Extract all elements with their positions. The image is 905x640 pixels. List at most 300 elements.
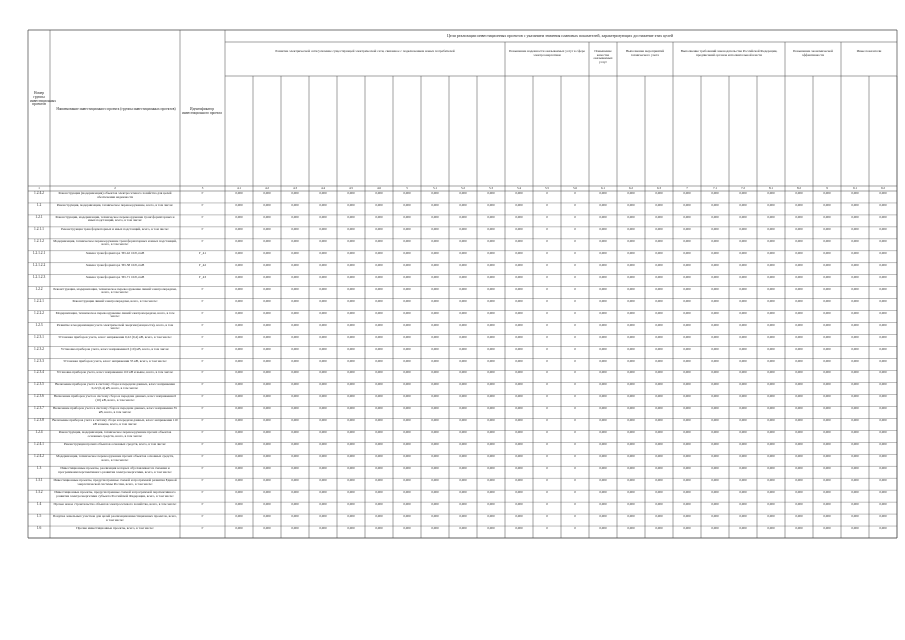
column-number: 9.2: [881, 185, 885, 190]
row-value: 0,000: [599, 466, 607, 471]
row-value: 0,000: [403, 502, 411, 507]
row-value: 0,000: [739, 526, 747, 531]
row-value: 0,000: [767, 478, 775, 483]
row-value: 0,000: [683, 370, 691, 375]
row-value: 0: [546, 394, 548, 399]
row-value: 0: [546, 382, 548, 387]
row-value: 0,000: [235, 478, 243, 483]
row-value: 0,000: [655, 382, 663, 387]
row-value: 0,000: [599, 310, 607, 315]
row-value: 0,000: [683, 286, 691, 291]
row-value: 0,000: [599, 250, 607, 255]
row-value: 0,000: [627, 214, 635, 219]
row-value: 0,000: [487, 370, 495, 375]
row-value: 0,000: [459, 370, 467, 375]
row-value: 0,000: [263, 502, 271, 507]
row-value: 0,000: [319, 310, 327, 315]
row-value: 0,000: [319, 406, 327, 411]
row-value: 0,000: [851, 490, 859, 495]
row-value: 0,000: [291, 370, 299, 375]
row-code: 1.2.3.1: [34, 334, 44, 339]
row-value: 0,000: [319, 334, 327, 339]
row-value: 0,000: [487, 502, 495, 507]
row-name: Инвестиционные проекты, предусмотренные схемой и программой перспективного развития электроэнергетики субъекта Российской Федерации, всего, в том числе:: [54, 490, 176, 498]
row-value: 0,000: [403, 238, 411, 243]
row-value: 0,000: [459, 262, 467, 267]
row-code: 1.2.3.6: [34, 394, 44, 399]
row-value: 0,000: [487, 382, 495, 387]
row-value: 0,000: [851, 202, 859, 207]
row-name: Реконструкция (модернизация) объектов электросетевого хозяйства для целей обеспечения надежности: [58, 191, 172, 199]
row-value: 0: [546, 490, 548, 495]
row-value: 0,000: [711, 418, 719, 423]
row-value: 0,000: [235, 466, 243, 471]
row-value: 0: [546, 502, 548, 507]
row-name: Реконструкция прочих объектов основных средств, всего, в том числе:: [63, 442, 167, 447]
row-value: 0,000: [403, 358, 411, 363]
row-value: 0,000: [655, 286, 663, 291]
row-value: 0,000: [431, 191, 439, 195]
row-value: 0,000: [739, 262, 747, 267]
row-value: 0,000: [767, 358, 775, 363]
column-number: 9.1: [853, 185, 857, 190]
row-value: 0,000: [627, 238, 635, 243]
row-value: 0,000: [403, 442, 411, 447]
row-value: 0: [546, 262, 548, 267]
row-value: 0,000: [851, 478, 859, 483]
row-id: Г_42: [198, 262, 207, 267]
row-code: 1.2.3: [35, 322, 43, 327]
row-value: 0,000: [795, 191, 803, 195]
row-value: 0,000: [711, 526, 719, 531]
row-value: 0: [546, 202, 548, 207]
row-id: Г: [201, 382, 204, 387]
row-value: 0,000: [879, 346, 887, 351]
row-value: 0,000: [263, 418, 271, 423]
row-code: 1.2.1.2.3: [32, 274, 46, 279]
row-value: 0,000: [459, 346, 467, 351]
row-value: 0,000: [347, 394, 355, 399]
row-value: 0,000: [235, 286, 243, 291]
row-value: 0,000: [851, 370, 859, 375]
row-value: 0,000: [795, 322, 803, 327]
row-value: 0,000: [683, 322, 691, 327]
row-value: 0,000: [599, 274, 607, 279]
row-value: 0,000: [711, 262, 719, 267]
row-value: 0,000: [319, 478, 327, 483]
row-id: Г: [201, 406, 204, 411]
row-value: 0,000: [655, 226, 663, 231]
row-value: 0,000: [739, 322, 747, 327]
row-value: 0,000: [599, 442, 607, 447]
row-value: 0,000: [627, 526, 635, 531]
row-value: 0,000: [683, 466, 691, 471]
row-code: 1.5: [36, 514, 42, 519]
row-value: 0,000: [851, 514, 859, 519]
row-value: 0,000: [795, 418, 803, 423]
row-value: 0,000: [795, 286, 803, 291]
row-name: Реконструкция трансформаторных и иных подстанций, всего, в том числе:: [61, 226, 169, 231]
row-value: 0,000: [711, 214, 719, 219]
row-value: 0,000: [655, 430, 663, 435]
row-value: 0,000: [627, 370, 635, 375]
row-value: 0,000: [431, 358, 439, 363]
row-value: 0,000: [739, 394, 747, 399]
row-value: 0,000: [403, 466, 411, 471]
row-value: 0,000: [263, 442, 271, 447]
row-value: 0,000: [487, 262, 495, 267]
row-value: 0: [574, 226, 576, 231]
row-value: 0,000: [711, 226, 719, 231]
row-value: 0,000: [711, 502, 719, 507]
row-value: 0,000: [515, 310, 523, 315]
row-value: 0: [574, 502, 576, 507]
row-value: 0,000: [851, 191, 859, 195]
row-value: 0,000: [655, 358, 663, 363]
row-value: 0,000: [403, 262, 411, 267]
row-value: 0,000: [711, 286, 719, 291]
row-value: 0,000: [683, 358, 691, 363]
row-value: 0,000: [375, 298, 383, 303]
row-id: Г: [201, 418, 204, 423]
row-value: 0,000: [235, 406, 243, 411]
row-value: 0,000: [487, 226, 495, 231]
row-value: 0,000: [795, 274, 803, 279]
row-value: 0,000: [823, 442, 831, 447]
row-value: 0,000: [767, 298, 775, 303]
row-id: Г: [201, 490, 204, 495]
row-value: 0,000: [879, 286, 887, 291]
row-value: 0,000: [375, 430, 383, 435]
row-value: 0,000: [655, 214, 663, 219]
row-value: 0,000: [459, 238, 467, 243]
row-value: 0: [574, 202, 576, 207]
column-number: 7: [686, 185, 688, 190]
row-value: 0,000: [459, 478, 467, 483]
row-value: 0,000: [655, 334, 663, 339]
row-code: 1.2.4.2: [34, 191, 44, 195]
row-value: 0,000: [487, 286, 495, 291]
row-value: 0,000: [627, 191, 635, 195]
row-value: 0,000: [739, 346, 747, 351]
row-value: 0,000: [319, 442, 327, 447]
row-value: 0,000: [767, 394, 775, 399]
row-value: 0,000: [319, 322, 327, 327]
row-value: 0,000: [795, 334, 803, 339]
column-group-header: Выполнение требований законодательства Российской Федерации, предписаний органов исполнительной власти: [680, 49, 778, 57]
row-value: 0,000: [403, 526, 411, 531]
row-code: 1.3.1: [35, 478, 43, 483]
row-value: 0,000: [851, 406, 859, 411]
row-value: 0,000: [627, 322, 635, 327]
row-value: 0,000: [599, 322, 607, 327]
row-value: 0,000: [403, 406, 411, 411]
row-value: 0,000: [459, 226, 467, 231]
row-code: 1.2.1.2.2: [32, 262, 46, 267]
row-value: 0,000: [319, 226, 327, 231]
row-value: 0,000: [403, 334, 411, 339]
row-code: 1.2.1.1: [34, 226, 44, 231]
row-value: 0: [574, 322, 576, 327]
row-value: 0,000: [487, 394, 495, 399]
row-value: 0,000: [599, 478, 607, 483]
row-value: 0,000: [291, 526, 299, 531]
row-value: 0: [546, 406, 548, 411]
row-value: 0,000: [487, 442, 495, 447]
row-name: Модернизация, техническое перевооружение трансформаторных и иных подстанций, всего, в том числе:: [53, 238, 177, 247]
row-name: Реконструкция, модернизация, техническое перевооружение трансформаторных и иных подстанций, всего, в том числе:: [55, 214, 175, 223]
row-value: 0,000: [767, 346, 775, 351]
row-id: Г: [201, 358, 204, 363]
row-value: 0,000: [263, 238, 271, 243]
row-value: 0,000: [879, 238, 887, 243]
row-value: 0,000: [235, 334, 243, 339]
row-value: 0,000: [739, 214, 747, 219]
row-value: 0,000: [683, 214, 691, 219]
row-value: 0,000: [823, 274, 831, 279]
row-value: 0,000: [487, 466, 495, 471]
row-value: 0,000: [767, 490, 775, 495]
row-value: 0,000: [739, 274, 747, 279]
row-value: 0,000: [515, 262, 523, 267]
row-value: 0: [546, 454, 548, 459]
row-value: 0,000: [487, 346, 495, 351]
row-value: 0,000: [683, 394, 691, 399]
row-value: 0: [574, 286, 576, 291]
row-value: 0,000: [263, 202, 271, 207]
row-value: 0,000: [319, 238, 327, 243]
row-name: Развитие и модернизация учета электрической энергии (мощности), всего, в том числе:: [56, 322, 174, 331]
row-value: 0,000: [487, 406, 495, 411]
row-value: 0,000: [403, 202, 411, 207]
row-value: 0,000: [767, 202, 775, 207]
row-value: 0,000: [683, 262, 691, 267]
row-value: 0,000: [851, 238, 859, 243]
row-value: 0,000: [767, 322, 775, 327]
row-value: 0,000: [879, 334, 887, 339]
row-value: 0,000: [375, 226, 383, 231]
row-value: 0,000: [347, 406, 355, 411]
row-value: 0,000: [235, 191, 243, 195]
row-value: 0,000: [403, 322, 411, 327]
row-value: 0,000: [235, 262, 243, 267]
row-value: 0,000: [515, 286, 523, 291]
row-value: 0,000: [683, 526, 691, 531]
row-value: 0,000: [347, 466, 355, 471]
row-value: 0,000: [879, 526, 887, 531]
row-value: 0,000: [347, 490, 355, 495]
row-value: 0,000: [431, 430, 439, 435]
row-value: 0,000: [319, 490, 327, 495]
row-value: 0,000: [515, 191, 523, 195]
row-value: 0,000: [459, 418, 467, 423]
row-value: 0,000: [711, 238, 719, 243]
row-value: 0,000: [319, 274, 327, 279]
row-value: 0,000: [515, 370, 523, 375]
column-number: 5.1: [433, 185, 437, 190]
row-code: 1.2.3.2: [34, 346, 44, 351]
row-value: 0,000: [823, 262, 831, 267]
row-value: 0,000: [823, 502, 831, 507]
row-value: 0,000: [235, 370, 243, 375]
row-value: 0,000: [515, 226, 523, 231]
row-value: 0,000: [739, 250, 747, 255]
row-value: 0,000: [459, 298, 467, 303]
row-value: 0,000: [767, 250, 775, 255]
row-value: 0,000: [879, 298, 887, 303]
row-value: 0,000: [879, 514, 887, 519]
row-value: 0,000: [795, 430, 803, 435]
row-value: 0,000: [487, 430, 495, 435]
row-value: 0,000: [459, 502, 467, 507]
row-value: 0,000: [739, 502, 747, 507]
row-value: 0,000: [739, 202, 747, 207]
row-value: 0,000: [375, 394, 383, 399]
row-value: 0,000: [263, 430, 271, 435]
row-value: 0,000: [655, 250, 663, 255]
row-value: 0,000: [599, 382, 607, 387]
row-value: 0,000: [683, 406, 691, 411]
row-value: 0,000: [235, 418, 243, 423]
row-value: 0,000: [319, 430, 327, 435]
row-value: 0,000: [263, 358, 271, 363]
row-value: 0,000: [403, 478, 411, 483]
row-value: 0,000: [655, 238, 663, 243]
row-value: 0,000: [767, 238, 775, 243]
row-value: 0,000: [627, 274, 635, 279]
row-value: 0,000: [403, 346, 411, 351]
row-value: 0,000: [431, 310, 439, 315]
row-value: 0,000: [795, 466, 803, 471]
row-value: 0,000: [459, 394, 467, 399]
row-value: 0,000: [375, 406, 383, 411]
row-id: Г: [201, 430, 204, 435]
row-value: 0,000: [291, 358, 299, 363]
row-name: Включение приборов учета в систему сбора и передачи данных, класс напряжения 35 кВ, всего, в том числе:: [53, 406, 177, 414]
row-value: 0,000: [627, 406, 635, 411]
row-value: 0,000: [291, 238, 299, 243]
header-group-code: Номер группы инвестиционных проектов: [30, 91, 56, 107]
row-value: 0,000: [739, 298, 747, 303]
row-value: 0,000: [767, 502, 775, 507]
row-value: 0,000: [711, 382, 719, 387]
row-value: 0,000: [235, 526, 243, 531]
row-value: 0,000: [263, 334, 271, 339]
row-value: 0,000: [403, 370, 411, 375]
row-value: 0,000: [515, 490, 523, 495]
row-value: 0,000: [767, 214, 775, 219]
row-value: 0,000: [291, 478, 299, 483]
row-value: 0,000: [795, 526, 803, 531]
row-value: 0,000: [431, 202, 439, 207]
row-value: 0,000: [879, 430, 887, 435]
row-value: 0,000: [655, 478, 663, 483]
row-code: 1.6: [36, 526, 42, 531]
header-project-id: Идентификатор инвестиционного проекта: [182, 107, 222, 115]
row-id: Г: [201, 454, 204, 459]
row-value: 0,000: [851, 382, 859, 387]
row-value: 0,000: [403, 430, 411, 435]
row-value: 0,000: [515, 358, 523, 363]
row-value: 0: [574, 370, 576, 375]
row-value: 0,000: [851, 250, 859, 255]
row-value: 0,000: [739, 430, 747, 435]
column-number: 5.3: [489, 185, 493, 190]
row-value: 0,000: [263, 466, 271, 471]
row-value: 0,000: [711, 322, 719, 327]
row-value: 0,000: [739, 382, 747, 387]
row-value: 0,000: [627, 430, 635, 435]
row-value: 0,000: [459, 322, 467, 327]
row-value: 0,000: [375, 286, 383, 291]
row-value: 0: [546, 430, 548, 435]
column-number: 4.6: [377, 185, 381, 190]
row-id: Г: [201, 334, 204, 339]
row-value: 0: [574, 191, 576, 195]
row-value: 0,000: [683, 226, 691, 231]
row-value: 0,000: [375, 238, 383, 243]
row-value: 0,000: [347, 202, 355, 207]
row-value: 0,000: [655, 454, 663, 459]
row-value: 0,000: [599, 502, 607, 507]
row-id: Г: [201, 191, 204, 195]
column-number: 4.3: [293, 185, 297, 190]
row-value: 0,000: [711, 250, 719, 255]
row-value: 0,000: [263, 478, 271, 483]
row-value: 0,000: [291, 214, 299, 219]
row-name: Включение приборов учета в систему сбора и передачи данных, класс напряжения 6 (10) кВ, всего, в том числе:: [53, 394, 177, 402]
row-value: 0,000: [851, 322, 859, 327]
row-value: 0,000: [627, 442, 635, 447]
row-value: 0,000: [739, 370, 747, 375]
row-value: 0,000: [851, 394, 859, 399]
row-value: 0,000: [683, 478, 691, 483]
row-value: 0: [546, 346, 548, 351]
row-value: 0,000: [627, 310, 635, 315]
row-value: 0,000: [291, 442, 299, 447]
row-value: 0,000: [767, 526, 775, 531]
row-value: 0,000: [403, 394, 411, 399]
row-value: 0,000: [683, 250, 691, 255]
row-value: 0,000: [319, 382, 327, 387]
column-group-header: Повышение надежности оказываемых услуг в сфере электроэнергетики: [509, 49, 585, 57]
row-value: 0,000: [291, 298, 299, 303]
row-code: 1.2.1: [35, 214, 43, 219]
row-value: 0,000: [487, 298, 495, 303]
row-value: 0,000: [879, 202, 887, 207]
row-value: 0,000: [627, 478, 635, 483]
row-code: 1.2.1.2.1: [32, 250, 46, 255]
row-code: 1.2.3.7: [34, 406, 44, 411]
row-value: 0: [546, 310, 548, 315]
row-value: 0,000: [711, 202, 719, 207]
row-value: 0,000: [263, 286, 271, 291]
row-value: 0,000: [627, 262, 635, 267]
row-value: 0,000: [235, 358, 243, 363]
row-value: 0,000: [459, 490, 467, 495]
row-value: 0,000: [879, 490, 887, 495]
row-value: 0,000: [823, 394, 831, 399]
row-value: 0,000: [291, 274, 299, 279]
row-value: 0,000: [739, 454, 747, 459]
row-value: 0,000: [627, 466, 635, 471]
row-value: 0,000: [515, 406, 523, 411]
row-value: 0,000: [599, 202, 607, 207]
row-value: 0,000: [711, 310, 719, 315]
row-value: 0,000: [823, 454, 831, 459]
row-name: Замена трансформатора ТП-71 10/0,4 кВ: [85, 274, 145, 279]
row-value: 0,000: [347, 418, 355, 423]
